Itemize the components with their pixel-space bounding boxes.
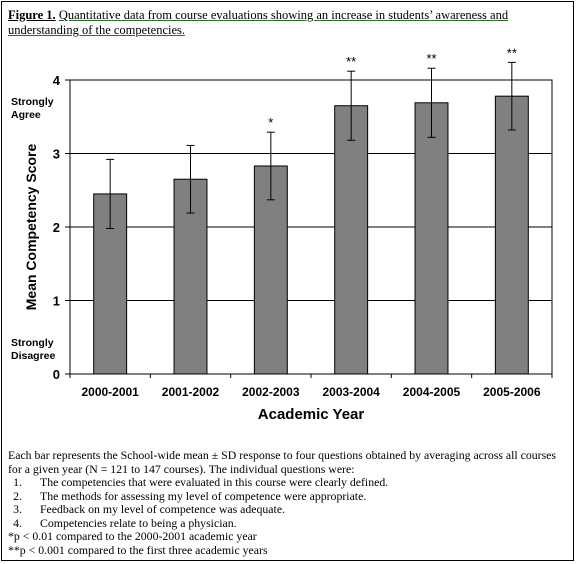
bar — [335, 106, 368, 374]
question-item: 3. Feedback on my level of competence was adequate. — [13, 502, 286, 516]
y-tick-label: 1 — [52, 293, 60, 309]
x-tick-label: 2005-2006 — [483, 385, 541, 399]
question-item: 2. The methods for assessing my level of competence were appropriate. — [13, 488, 367, 503]
strongly-disagree-label: Disagree — [11, 350, 56, 362]
significance-marker: * — [268, 115, 274, 131]
significance-marker: ** — [506, 45, 517, 61]
x-tick-label: 2003-2004 — [322, 385, 380, 399]
question-list — [8, 476, 570, 530]
figure-label: Figure 1. — [8, 8, 56, 22]
x-tick-label: 2004-2005 — [402, 385, 461, 399]
bar — [415, 103, 448, 374]
significance-note-2: **p < 0.001 compared to the first three academic years — [8, 542, 268, 557]
figure-caption-text: Quantitative data from course evaluations showing an increase in students’ awareness and understanding of the competencies. — [8, 8, 509, 37]
y-axis-title: Mean Competency Score — [23, 143, 39, 311]
y-tick-label: 4 — [52, 73, 60, 88]
strongly-disagree-label: Strongly — [11, 337, 54, 349]
question-item: 4. Competencies relate to being a physician. — [13, 515, 237, 530]
x-axis-title: Academic Year — [257, 406, 365, 423]
y-tick-label: 2 — [52, 220, 60, 235]
question-item: 1. The competencies that were evaluated in this course were clearly defined. — [13, 475, 389, 489]
strongly-agree-label: Strongly — [11, 96, 54, 108]
bar — [495, 96, 528, 374]
x-tick-label: 2000-2001 — [81, 385, 139, 399]
significance-note-1: *p < 0.01 compared to the 2000-2001 academic year — [8, 529, 257, 543]
y-tick-label: 3 — [52, 146, 60, 162]
strongly-agree-label: Agree — [11, 109, 41, 121]
x-tick-label: 2002-2003 — [242, 385, 300, 399]
significance-marker: ** — [346, 54, 357, 70]
figure-notes — [8, 449, 570, 557]
significance-marker: ** — [426, 51, 437, 67]
x-tick-label: 2001-2002 — [161, 385, 220, 399]
notes-intro: Each bar represents the School-wide mean ± SD response to four questions obtained by averaging across all courses for a given year (N = 121 to 147 courses). The individual questions were: — [8, 448, 556, 476]
y-tick-label: 0 — [52, 367, 60, 382]
